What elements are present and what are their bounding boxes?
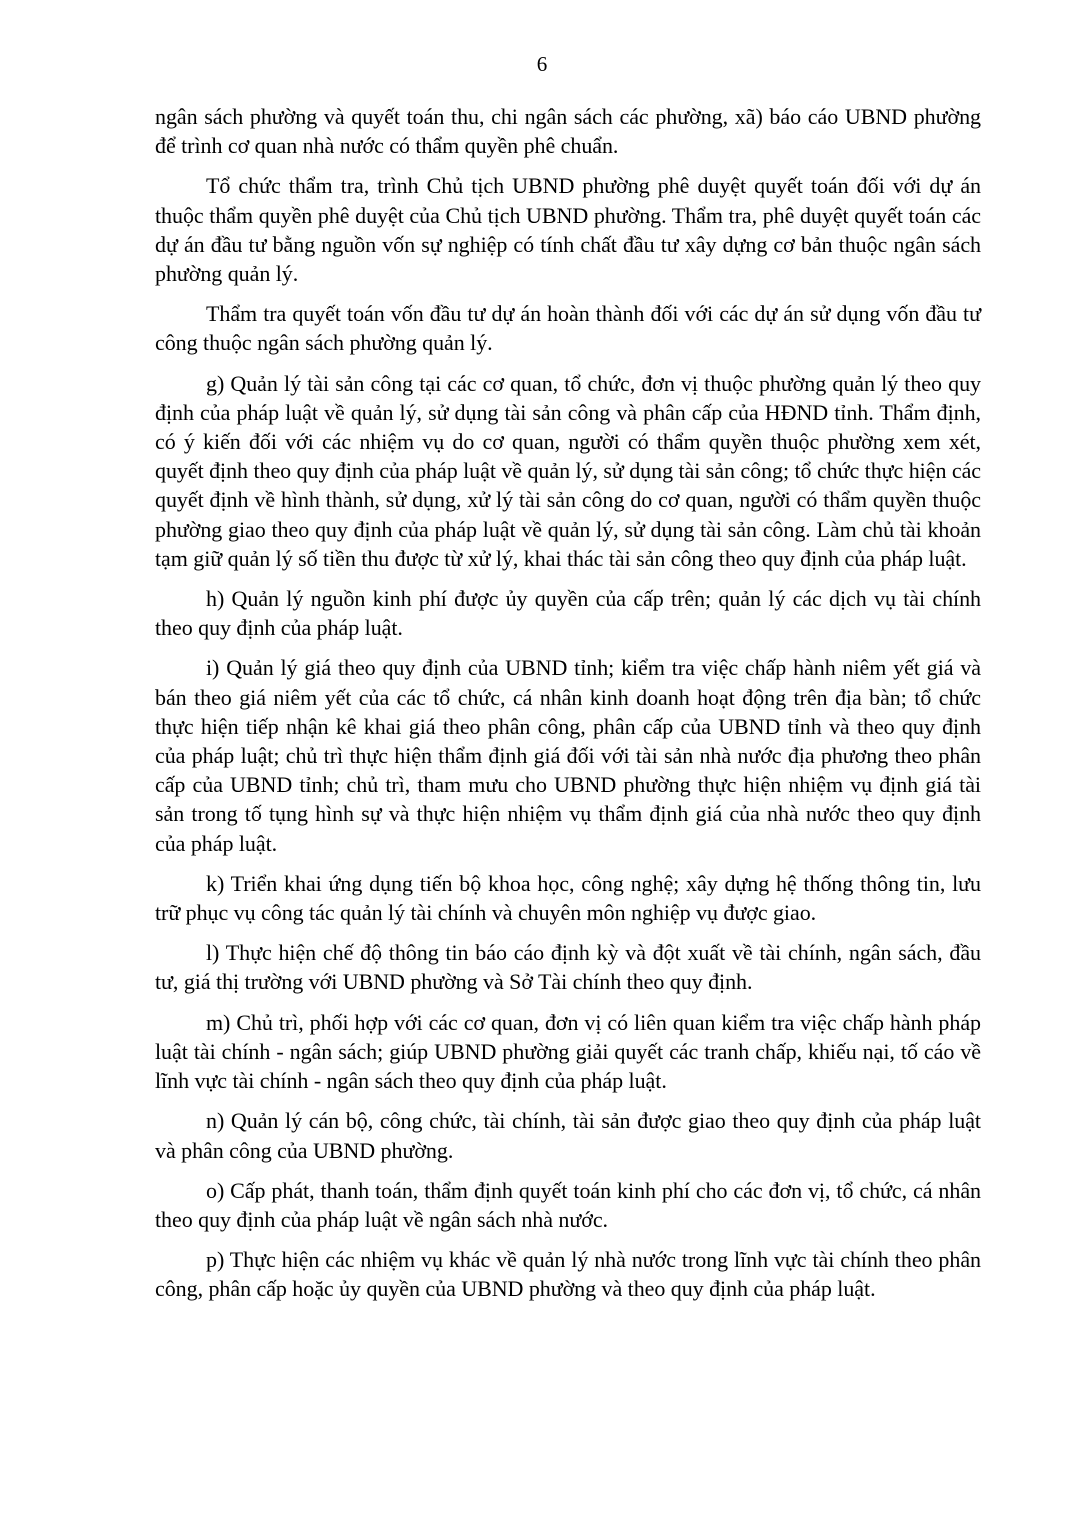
paragraph-item-o: o) Cấp phát, thanh toán, thẩm định quyết toán kinh phí cho các đơn vị, tổ chức, cá nhân theo quy định của pháp luật về ngân sách nhà nước.: [155, 1177, 981, 1232]
paragraph-item-m: m) Chủ trì, phối hợp với các cơ quan, đơn vị có liên quan kiểm tra việc chấp hành pháp luật tài chính - ngân sách; giúp UBND phường giải quyết các tranh chấp, khiếu nại, tố cáo về lĩnh vực tài chính - ngân sách theo quy định của pháp luật.: [155, 1009, 981, 1094]
paragraph-continuation: ngân sách phường và quyết toán thu, chi ngân sách các phường, xã) báo cáo UBND phường để trình cơ quan nhà nước có thẩm quyền phê chuẩn.: [155, 104, 981, 159]
paragraph-item-g: g) Quản lý tài sản công tại các cơ quan, tổ chức, đơn vị thuộc phường quản lý theo quy định của pháp luật về quản lý, sử dụng tài sản công và phân cấp của HĐND tỉnh. Thẩm định, có ý kiến đối với các nhiệm vụ do cơ quan, người có thẩm quyền thuộc phường xem xét, quyết định theo quy định của pháp luật về quản lý, sử dụng tài sản công; tổ chức thực hiện các quyết định về hình thành, sử dụng, xử lý tài sản công do cơ quan, người có thẩm quyền thuộc phường giao theo quy định của pháp luật về quản lý, sử dụng tài sản công. Làm chủ tài khoản tạm giữ quản lý số tiền thu được từ xử lý, khai thác tài sản công theo quy định của pháp luật.: [155, 370, 981, 571]
paragraph-item-h: h) Quản lý nguồn kinh phí được ủy quyền của cấp trên; quản lý các dịch vụ tài chính theo quy định của pháp luật.: [155, 586, 981, 641]
document-body: [155, 102, 981, 1315]
paragraph-item-l: l) Thực hiện chế độ thông tin báo cáo định kỳ và đột xuất về tài chính, ngân sách, đầu tư, giá thị trường với UBND phường và Sở Tài chính theo quy định.: [155, 940, 981, 995]
paragraph-item-p: p) Thực hiện các nhiệm vụ khác về quản lý nhà nước trong lĩnh vực tài chính theo phân công, phân cấp hoặc ủy quyền của UBND phường và theo quy định của pháp luật.: [155, 1247, 981, 1302]
page-number: 6: [536, 52, 548, 76]
paragraph-item-n: n) Quản lý cán bộ, công chức, tài chính, tài sản được giao theo quy định của pháp luật và phân công của UBND phường.: [155, 1108, 981, 1163]
paragraph-to-chuc-tham-tra: Tổ chức thẩm tra, trình Chủ tịch UBND phường phê duyệt quyết toán đối với dự án thuộc thẩm quyền phê duyệt của Chủ tịch UBND phường. Thẩm tra, phê duyệt quyết toán các dự án đầu tư bằng nguồn vốn sự nghiệp có tính chất đầu tư xây dựng cơ bản thuộc ngân sách phường quản lý.: [155, 173, 981, 287]
paragraph-item-k: k) Triển khai ứng dụng tiến bộ khoa học, công nghệ; xây dựng hệ thống thông tin, lưu trữ phục vụ công tác quản lý tài chính và chuyên môn nghiệp vụ được giao.: [155, 870, 981, 926]
paragraph-tham-tra-quyet-toan: Thẩm tra quyết toán vốn đầu tư dự án hoàn thành đối với các dự án sử dụng vốn đầu tư công thuộc ngân sách phường quản lý.: [155, 301, 981, 356]
paragraph-item-i: i) Quản lý giá theo quy định của UBND tỉnh; kiểm tra việc chấp hành niêm yết giá và bán theo giá niêm yết của các tổ chức, cá nhân kinh doanh hoạt động trên địa bàn; tổ chức thực hiện tiếp nhận kê khai giá theo phân công, phân cấp của UBND tỉnh và theo quy định của pháp luật; chủ trì thực hiện thẩm định giá đối với tài sản nhà nước địa phương theo phân cấp của UBND tỉnh; chủ trì, tham mưu cho UBND phường thực hiện nhiệm vụ định giá tài sản trong tố tụng hình sự và thực hiện nhiệm vụ thẩm định giá của nhà nước theo quy định của pháp luật.: [155, 655, 981, 856]
